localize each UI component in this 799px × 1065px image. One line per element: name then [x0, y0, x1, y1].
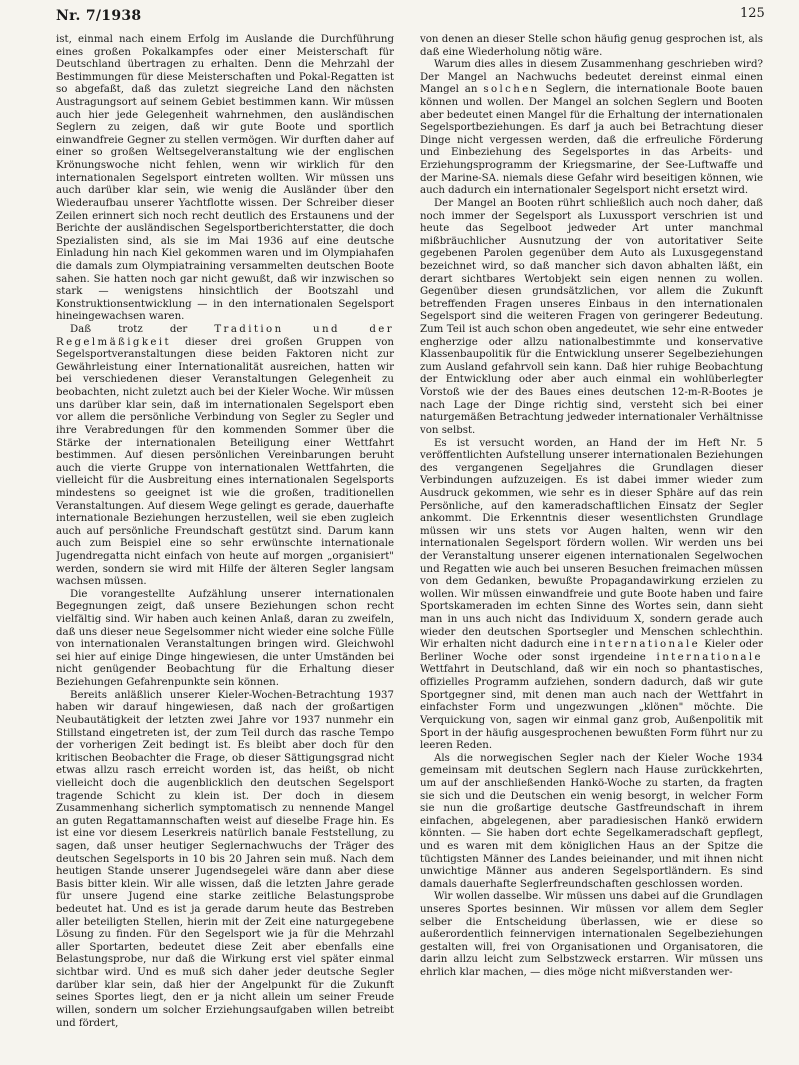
text-run: Wettfahrt in Deutschland, daß wir ein noch so phantastisches, offizielles Programm aufziehen, sondern dadurch, daß wir gute Sportgegner sind, mit denen man auch nach der Wettfahrt in einfachster Form und ungezwungen „klönen" möchte. Die Verquickung von, sagen wir einmal ganz grob, Außenpolitik mit Sport in der häufig ausgesprochenen bewußten Form führt nur zu leeren Reden. — [420, 664, 763, 752]
paragraph: Der Mangel an Booten rührt schließlich auch noch daher, daß noch immer der Segelsport als Luxussport verschrien ist und heute das Segelboot jedweder Art unter manchmal mißbräuchlicher Ausnutzung der von autoritativer Seite gegebenen Parolen gegenüber dem Auto als Luxusgegenstand bezeichnet wird, so daß mancher sich davon abhalten läßt, ein derart sichtbares Wertobjekt sein eigen nennen zu wollen. Gegenüber diesen grundsätzlichen, vor allem die Zukunft betreffenden Fragen unseres Einbaus in den internationalen Segelsport sind die weiteren Fragen von geringerer Bedeutung. Zum Teil ist auch schon oben angedeutet, wie sehr eine entweder engherzige oder allzu nationalbestimmte und konservative Klassenbaupolitik für die Entwicklung unserer Segelbeziehungen zum Ausland gefahrvoll sein kann. Daß hier ruhige Beobachtung der Entwicklung oder aber auch einmal ein wohlüberlegter Vorstoß wie der des Baues eines deutschen 12-m-R-Bootes je nach Lage der Dinge richtig sind, versteht sich bei einer naturgemäßen Betrachtung jedweder internationaler Verhältnisse von selbst. — [420, 197, 763, 436]
paragraph: Wir wollen dasselbe. Wir müssen uns dabei auf die Grundlagen unseres Sportes besinnen. Wir müssen vor allem dem Segler selber die Entscheidung überlassen, wie er diese so außerordentlich feinnervigen internationalen Segelbeziehungen gestalten will, frei von Organisationen und Organisatoren, die darin allzu leicht zum Selbstzweck erstarren. Wir müssen uns ehrlich klar machen, — dies möge nicht mißverstanden wer- — [420, 891, 763, 979]
paragraph: Die vorangestellte Aufzählung unserer internationalen Begegnungen zeigt, daß unsere Beziehungen schon recht vielfältig sind. Wir haben auch keinen Anlaß, daran zu zweifeln, daß uns dieser neue Segelsommer nicht wieder eine solche Fülle von internationalen Veranstaltungen bringen wird. Gleichwohl sei hier auf einige Dinge hingewiesen, die unter Umständen bei nicht genügender Beobachtung für die Erhaltung dieser Beziehungen Gefahrenpunkte sein können. — [56, 588, 394, 689]
paragraph: Als die norwegischen Segler nach der Kieler Woche 1934 gemeinsam mit deutschen Seglern nach Hause zurückkehrten, um auf der anschließenden Hankö-Woche zu starten, da fragten sie sich und die Deutschen ein wenig besorgt, in welcher Form sie nun die großartige deutsche Gastfreundschaft in ihrem einfachen, abgelegenen, aber paradiesischen Hankö erwidern könnten. — Sie haben dort echte Segelkameradschaft gepflegt, und es waren mit dem königlichen Haus an der Spitze die tüchtigsten Männer des Landes beieinander, und mit ihnen nicht unwichtige Männer aus anderen Segelsportländern. Es sind damals dauerhafte Seglerfreundschaften geschlossen worden. — [420, 752, 763, 890]
issue-number: Nr. 7/1938 — [56, 8, 142, 24]
left-column — [56, 34, 394, 1059]
text-run: Seglern, die internationale Boote bauen können und wollen. Der Mangel an solchen Seglern und Booten aber bedeutet einen Mangel für die Erhaltung der internationalen Segelsportbeziehungen. Es darf ja auch bei Betrachtung dieser Dinge nicht vergessen werden, daß die erfreuliche Förderung und Einbeziehung des Segelsportes in das Arbeits- und Erziehungsprogramm der Kriegsmarine, der See-Luftwaffe und der Marine-SA. niemals diese Gefahr wird beseitigen können, wie auch dadurch ein internationaler Segelsport nicht ersetzt wird. — [420, 84, 763, 197]
paragraph — [420, 438, 763, 753]
page-number: 125 — [740, 6, 765, 21]
spaced-emphasis: internationale — [656, 651, 763, 663]
paragraph — [420, 59, 763, 198]
paragraph: von denen an dieser Stelle schon häufig genug gesprochen ist, als daß eine Wiederholung nötig wäre. — [420, 34, 763, 58]
paragraph: Bereits anläßlich unserer Kieler-Wochen-Betrachtung 1937 haben wir darauf hingewiesen, daß nach der großartigen Neubautätigkeit der letzten zwei Jahre vor 1937 nunmehr ein Stillstand eingetreten ist, der zum Teil durch das rasche Tempo der vorherigen Zeit bedingt ist. Es bleibt aber doch für den kritischen Beobachter die Frage, ob dieser Sättigungsgrad nicht etwas allzu rasch erreicht worden ist, das heißt, ob nicht vielleicht doch die augenblicklich den deutschen Segelsport tragende Schicht zu klein ist. Der doch in diesem Zusammenhang sicherlich symptomatisch zu nennende Mangel an guten Regattamannschaften weist auf dieselbe Frage hin. Es ist eine vor diesem Leserkreis natürlich banale Feststellung, zu sagen, daß unser heutiger Seglernachwuchs der Träger des deutschen Segelsports in 10 bis 20 Jahren sein muß. Nach dem heutigen Stande unserer Jugendsegelei wäre dann aber diese Basis bitter klein. Wir alle wissen, daß die letzten Jahre gerade für unsere Jugend eine starke zeitliche Belastungsprobe bedeutet hat. Und es ist ja gerade darum heute das Bestreben aller beteiligten Stellen, hierin mit der Zeit eine naturgegebene Lösung zu finden. Für den Segelsport wie ja für die Mehrzahl aller Sportarten, bedeutet diese Zeit aber ebenfalls eine Belastungsprobe, nur daß die Wirkung erst viel später einmal sichtbar wird. Und es muß sich daher jeder deutsche Segler darüber klar sein, daß hier der Angelpunkt für die Zukunft seines Sportes liegt, den er ja nicht allein um seiner Freude willen, sondern um solcher Erziehungsaufgaben willen betreibt und fördert, — [56, 689, 394, 1029]
text-run: dieser drei großen Gruppen von Segelsportveranstaltungen diese beiden Faktoren nicht zur Gewährleistung einer Internationalität ausreichen, hatten wir bei verschiedenen dieser Veranstaltungen Gelegenheit zu beobachten, nicht zuletzt auch bei der Kieler Woche. Wir müssen uns darüber klar sein, daß im internationalen Segelsport eben vor allem die persönliche Verbindung von Segler zu Segler und ihre Verabredungen für den kommenden Sommer über die Stärke der internationalen Beteiligung einer Wettfahrt bestimmen. Auf diesen persönlichen Vereinbarungen beruht auch die vierte Gruppe von internationalen Wettfahrten, die vielleicht für die Ausbreitung eines internationalen Segelsports mindestens so geeignet ist wie die großen, traditionellen Veranstaltungen. Auf diesem Wege gelingt es gerade, dauerhafte internationale Beziehungen herzustellen, weil sie eben zugleich auch auf persönliche Freundschaft gestützt sind. Darum kann auch zum Beispiel eine so sehr erwünschte internationale Jugendregatta nicht einfach von heute auf morgen „organisiert" werden, sondern sie wird mit Hilfe der älteren Segler langsam wachsen müssen. — [56, 336, 394, 588]
paragraph: ist, einmal nach einem Erfolg im Auslande die Durchführung eines großen Pokalkampfes oder einer Meisterschaft für Deutschland übertragen zu erhalten. Denn die Mehrzahl der Bestimmungen für diese Meisterschaften und Pokal-Regatten ist so abgefaßt, daß das zuletzt siegreiche Land den nächsten Austragungsort auf seinem Gebiet bestimmen kann. Wir müssen auch hier jede Gelegenheit wahrnehmen, den ausländischen Seglern zu zeigen, daß wir gute Boote und sportlich einwandfreie Gegner zu stellen vermögen. Wir durften daher auf einer so großen Weltsegelveranstaltung wie der englischen Krönungswoche nicht fehlen, wenn wir wirklich für den internationalen Segelsport eintreten wollten. Wir müssen uns auch darüber klar sein, wie wenig die Ausländer über den Wiederaufbau unserer Yachtflotte wissen. Der Schreiber dieser Zeilen erinnert sich noch recht deutlich des Erstaunens und der Berichte der ausländischen Segelsportberichterstatter, die doch Spezialisten sind, als sie im Mai 1936 auf eine deutsche Einladung hin nach Kiel gekommen waren und im Olympiahafen die damals zum Olympiatraining versammelten deutschen Boote sahen. Sie hatten noch gar nicht gewußt, daß wir inzwischen so stark — wenigstens hinsichtlich der Bootszahl und Konstruktionsentwicklung — in den internationalen Segelsport hineingewachsen waren. — [56, 34, 394, 323]
spaced-emphasis: Tradition und der Regelmäßigkeit — [56, 324, 394, 348]
right-column — [420, 34, 763, 1059]
spaced-emphasis: solchen — [483, 84, 540, 96]
spaced-emphasis: internationale — [593, 639, 701, 651]
paragraph — [56, 324, 394, 589]
text-run: Kieler oder Berliner Woche oder sonst irgendeine — [420, 639, 763, 663]
text-run: Es ist versucht worden, an Hand der im Heft Nr. 5 veröffentlichten Aufstellung unserer internationalen Beziehungen des vergangenen Segeljahres die Grundlagen dieser Verbindungen aufzuzeigen. Es ist dabei immer wieder zum Ausdruck gekommen, wie sehr es in dieser Sphäre auf das rein Persönliche, auf den kameradschaftlichen Einsatz der Segler ankommt. Die Erkenntnis dieser wesentlichsten Grundlage müssen wir uns stets vor Augen halten, wenn wir den internationalen Segelsport fördern wollen. Wir werden uns bei der Veranstaltung unserer eigenen internationalen Segelwochen und Regatten wie auch bei unseren Besuchen freimachen müssen von dem Gedanken, bewußte Propagandawirkung erzielen zu wollen. Wir müssen einwandfreie und gute Boote haben und faire Sportskameraden im echten Sinne des Wortes sein, dann sieht man in uns auch nicht das Individuum X, sondern gerade auch wieder den deutschen Sportsegler und Menschen schlechthin. Wir erhalten nicht dadurch eine — [420, 437, 763, 651]
text-run: Daß trotz der — [70, 324, 215, 336]
text-run: Warum dies alles in diesem Zusammenhang geschrieben wird? Der Mangel an Nachwuchs bedeutet dereinst einmal einen Mangel an — [420, 59, 763, 96]
